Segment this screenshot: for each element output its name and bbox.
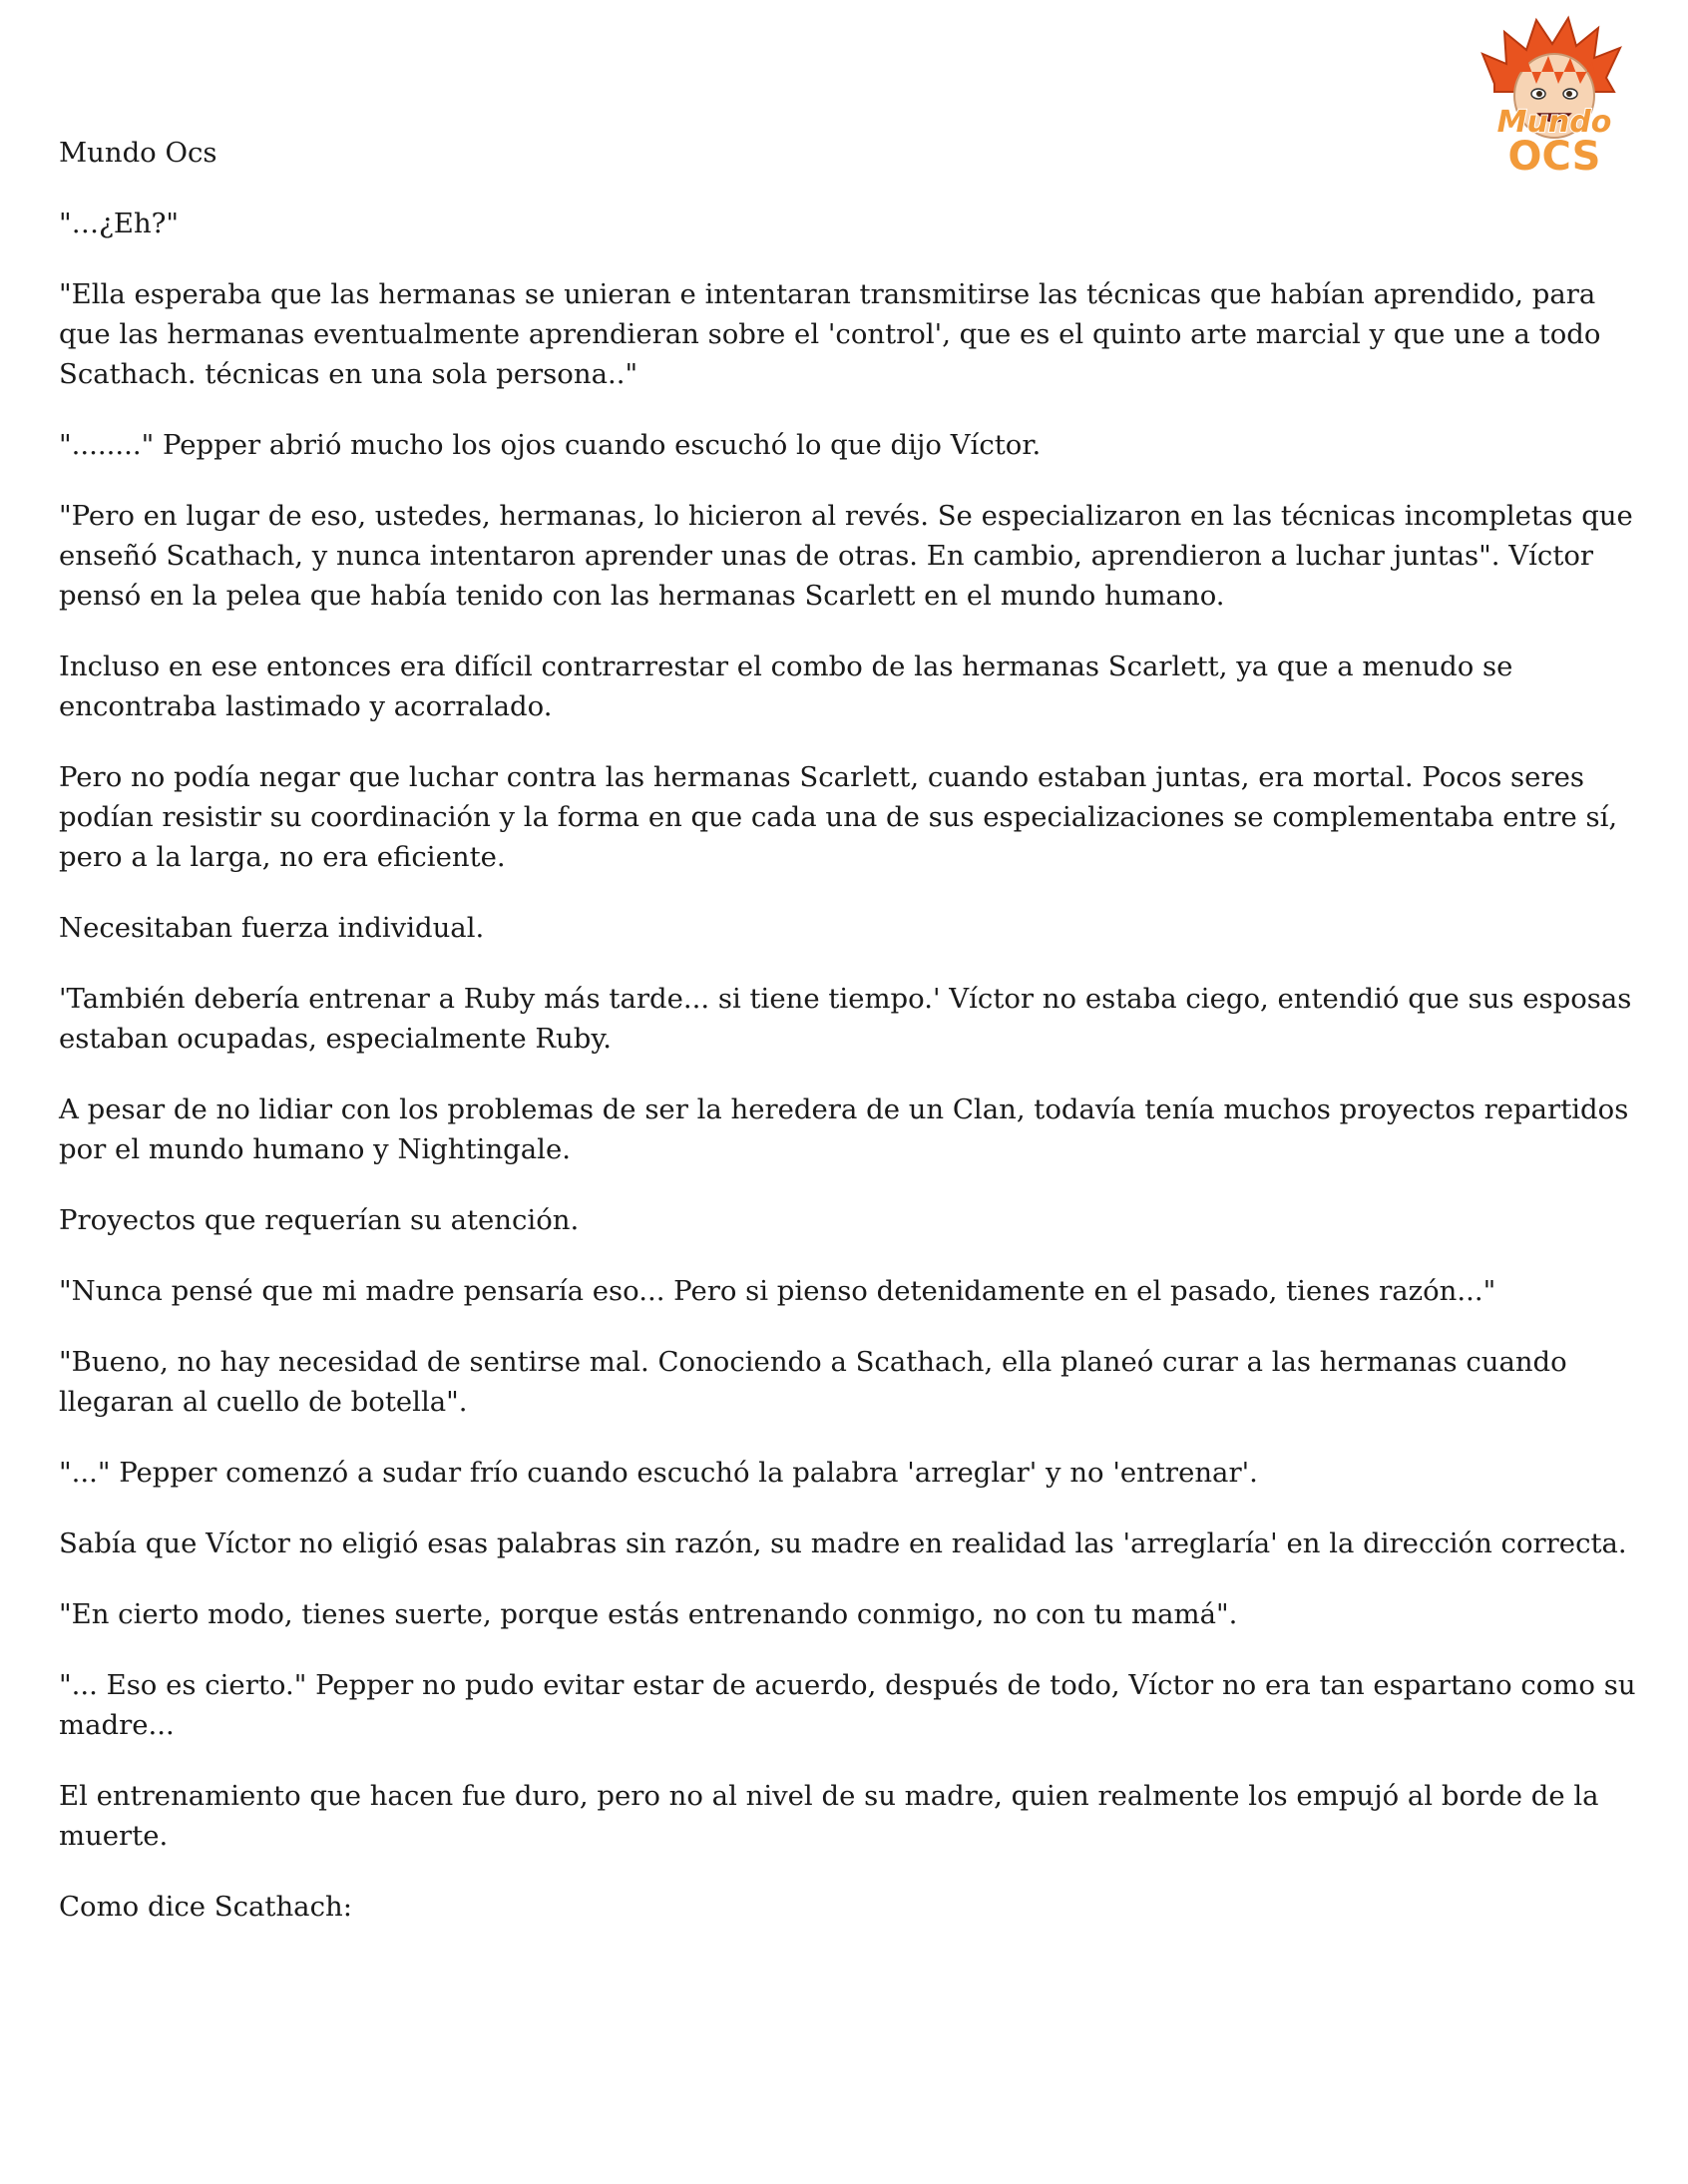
paragraph: El entrenamiento que hacen fue duro, pero no al nivel de su madre, quien realmente los empujó al borde de la muerte. (59, 1780, 1599, 1852)
paragraph: "... Eso es cierto." Pepper no pudo evitar estar de acuerdo, después de todo, Víctor no era tan espartano como su madre... (59, 1669, 1636, 1741)
paragraph: "En cierto modo, tienes suerte, porque estás entrenando conmigo, no con tu mamá". (59, 1598, 1238, 1630)
paragraph: "........" Pepper abrió mucho los ojos cuando escuchó lo que dijo Víctor. (59, 429, 1042, 461)
paragraph: Sabía que Víctor no eligió esas palabras sin razón, su madre en realidad las 'arreglaría' en la dirección correcta. (59, 1528, 1627, 1559)
paragraph: A pesar de no lidiar con los problemas de ser la heredera de un Clan, todavía tenía muchos proyectos repartidos por el mundo humano y Nightingale. (59, 1093, 1629, 1165)
paragraph: "Bueno, no hay necesidad de sentirse mal. Conociendo a Scathach, ella planeó curar a las hermanas cuando llegaran al cuello de botella". (59, 1346, 1567, 1418)
paragraph: Necesitaban fuerza individual. (59, 912, 485, 944)
paragraph: "…¿Eh?" (59, 208, 180, 239)
paragraph: Pero no podía negar que luchar contra las hermanas Scarlett, cuando estaban juntas, era mortal. Pocos seres podían resistir su coordinación y la forma en que cada una de sus especializaciones se complementaba entre sí, pero a la larga, no era eficiente. (59, 761, 1618, 873)
site-title: Mundo Ocs (59, 137, 217, 169)
paragraph: Proyectos que requerían su atención. (59, 1204, 580, 1236)
paragraph: Como dice Scathach: (59, 1891, 352, 1923)
logo-text-line1: Mundo (1496, 105, 1612, 140)
paragraph: "Nunca pensé que mi madre pensaría eso... Pero si pienso detenidamente en el pasado, tienes razón..." (59, 1275, 1496, 1307)
paragraph: "Ella esperaba que las hermanas se unieran e intentaran transmitirse las técnicas que habían aprendido, para que las hermanas eventualmente aprendieran sobre el 'control', que es el quinto arte marcial y que une a todo Scathach. técnicas en una sola persona.." (59, 278, 1601, 390)
paragraph: "Pero en lugar de eso, ustedes, hermanas, lo hicieron al revés. Se especializaron en las técnicas incompletas que enseñó Scathach, y nunca intentaron aprender unas de otras. En cambio, aprendieron a luchar juntas". Víctor pensó en la pelea que había tenido con las hermanas Scarlett en el mundo humano. (59, 500, 1633, 612)
paragraph: "..." Pepper comenzó a sudar frío cuando escuchó la palabra 'arreglar' y no 'entrenar'. (59, 1457, 1258, 1489)
paragraph: 'También debería entrenar a Ruby más tarde... si tiene tiempo.' Víctor no estaba ciego, entendió que sus esposas estaban ocupadas, especialmente Ruby. (59, 983, 1632, 1055)
paragraph: Incluso en ese entonces era difícil contrarrestar el combo de las hermanas Scarlett, ya que a menudo se encontraba lastimado y acorralado. (59, 651, 1513, 722)
logo-text-line2: OCS (1507, 134, 1601, 180)
document-body (59, 133, 1640, 1958)
